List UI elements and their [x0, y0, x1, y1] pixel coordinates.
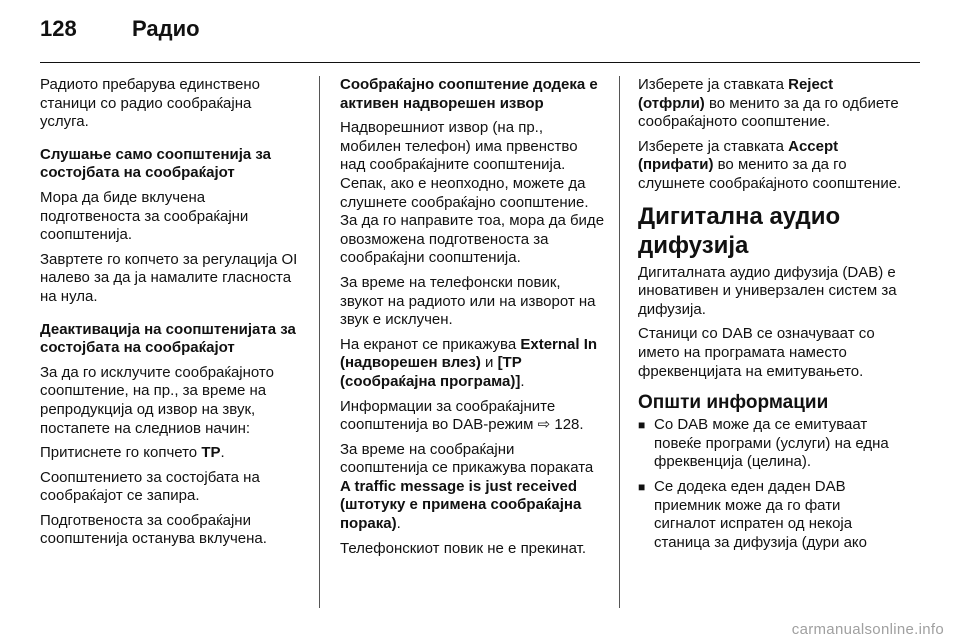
paragraph	[40, 444, 298, 463]
paragraph	[340, 398, 606, 435]
section-title: Радио	[132, 16, 200, 41]
heading-general-info: Општи информации	[638, 392, 829, 414]
display-label: [TP (сообраќајна програма)]	[340, 354, 522, 390]
page-header	[40, 16, 200, 56]
paragraph	[340, 336, 606, 392]
menu-item-label: Reject (отфрли)	[638, 76, 834, 112]
text-span: во менито за да го слушнете сообраќајното соопштение.	[638, 156, 902, 192]
text-span: Изберете ја ставката	[638, 76, 789, 93]
subheading-traffic-only: Слушање само соопштенија за состојбата на сообраќајот	[40, 145, 272, 182]
paragraph: Телефонскиот повик не е прекинат.	[340, 539, 586, 557]
subheading-deactivation: Деактивација на соопштенијата за состојбата на сообраќајот	[40, 320, 296, 357]
paragraph: Соопштението за состојбата на сообраќајот се запира.	[40, 468, 260, 505]
page-number: 128	[40, 16, 77, 41]
text-span: Изберете ја ставката	[638, 137, 789, 155]
column-1	[40, 76, 298, 555]
text-span: во менито за да го одбиете сообраќајното соопштение.	[638, 94, 899, 131]
column-divider-2	[619, 76, 620, 608]
list-item	[638, 478, 904, 552]
text-span: .	[220, 444, 225, 462]
display-label: External In (надворешен влез)	[340, 335, 598, 372]
list-item	[638, 416, 904, 472]
intro-paragraph: Радиото пребарува единствено станици со радио сообраќајна услуга.	[40, 76, 260, 131]
text-span: .	[520, 372, 525, 390]
tp-key-label: TP	[201, 444, 221, 462]
column-2	[340, 76, 606, 564]
text-span: Информации за сообраќајните соопштенија во DAB-режим	[340, 397, 556, 434]
page-reference-icon: ⇨	[537, 416, 555, 434]
paragraph: За време на телефонски повик, звукот на радиото или на изворот на звук е исклучен.	[340, 273, 596, 329]
paragraph	[638, 76, 904, 132]
header-divider	[40, 62, 920, 63]
paragraph: Дигиталната аудио дифузија (DAB) е иновативен и универзален систем за дифузија.	[638, 263, 897, 318]
subheading-external-source: Сообраќајно соопштение додека е активен надворешен извор	[340, 76, 598, 112]
paragraph	[638, 138, 904, 194]
menu-item-label: Accept (прифати)	[638, 137, 839, 174]
paragraph: За да го исклучите сообраќајното соопштение, на пр., за време на репродукција од извор на звук, постапете на следниов начин:	[40, 363, 274, 437]
column-divider-1	[319, 76, 320, 608]
paragraph: Подготвеноста за сообраќајни соопштенија останува вклучена.	[40, 511, 267, 548]
text-span: и	[480, 354, 498, 372]
paragraph: Мора да биде вклучена подготвеноста за сообраќајни соопштенија.	[40, 188, 249, 244]
paragraph: Станици со DAB се означуваат со името на програмата наместо фреквенцијата на емитувањето.	[638, 325, 875, 380]
display-message: A traffic message is just received (штотуку е примена сообраќајна порака)	[340, 477, 582, 533]
page-reference: 128.	[554, 416, 584, 434]
paragraph: Надворешниот извор (на пр., мобилен телефон) има првенство над сообраќајните соопштенија. Сепак, ако е неопходно, можете да слушнете сообраќајно соопштение. За да го направите тоа, мора да биде овозможена подготвеноста за сообраќајни соопштенија.	[340, 119, 605, 267]
heading-dab: Дигитална аудио дифузија	[638, 202, 841, 259]
paragraph: Завртете го копчето за регулација OI налево за да ја намалите гласноста на нула.	[40, 250, 298, 305]
text-span: За време на сообраќајни соопштенија се прикажува пораката	[340, 440, 594, 477]
paragraph	[340, 441, 606, 534]
column-3	[638, 76, 904, 558]
bullet-square-icon: ■	[638, 479, 646, 494]
text-span: Притиснете го копчето	[40, 444, 202, 462]
list-item-text: Со DAB може да се емитуваат повеќе програми (услуги) на една фреквенција (целина).	[654, 416, 889, 471]
bullet-square-icon: ■	[638, 418, 646, 433]
list-item-text: Се додека еден даден DAB приемник може да го фати сигналот испратен од некоја станица за дифузија (дури ако	[654, 477, 867, 551]
watermark: carmanualsonline.info	[791, 621, 944, 638]
text-span: .	[396, 515, 401, 533]
text-span: На екранот се прикажува	[340, 335, 521, 353]
